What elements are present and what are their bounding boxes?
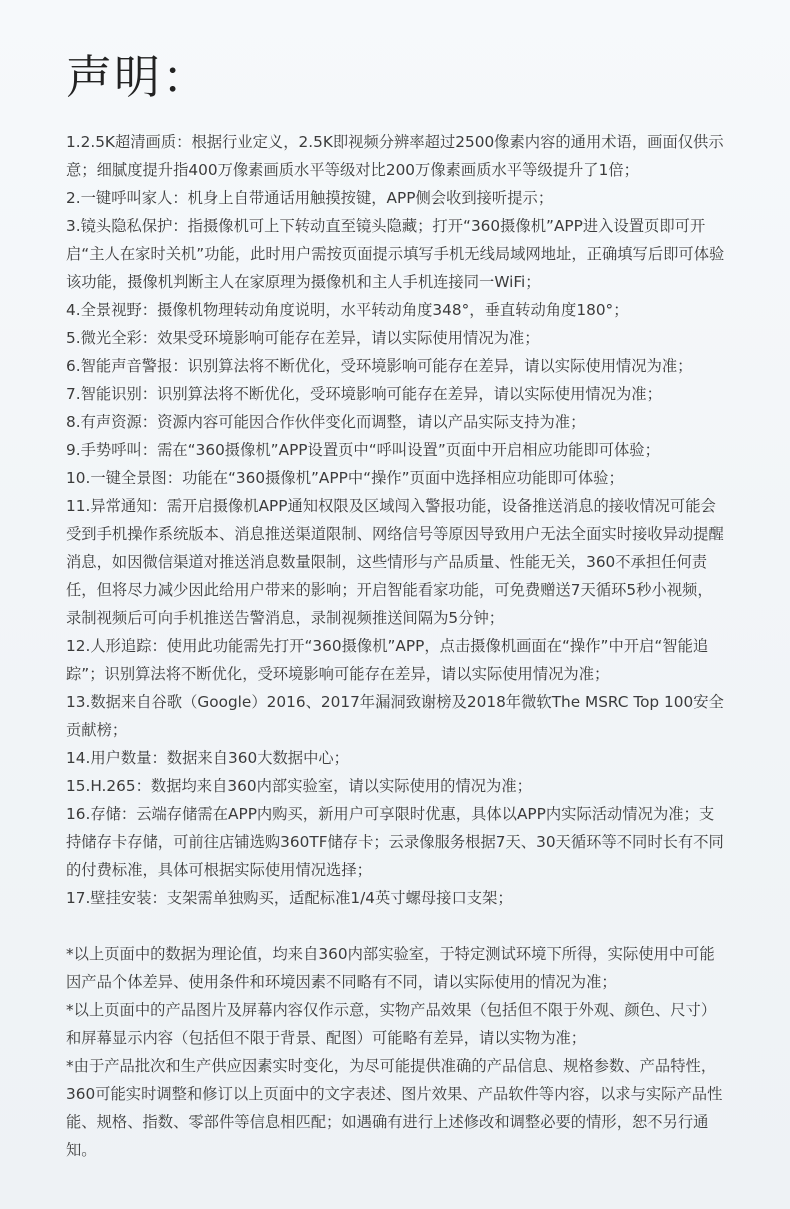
disclaimer-item: 16.存储：云端存储需在APP内购买，新用户可享限时优惠，具体以APP内实际活动情况为准；支持储存卡存储，可前往店铺选购360TF储存卡；云录像服务根据7天、30天循环等不同时长有不同的付费标准，具体可根据实际使用情况选择；: [66, 805, 724, 879]
disclaimer-list: [66, 128, 726, 912]
disclaimer-item: 13.数据来自谷歌（Google）2016、2017年漏洞致谢榜及2018年微软The MSRC Top 100安全贡献榜；: [66, 693, 724, 739]
footnote: *以上页面中的产品图片及屏幕内容仅作示意，实物产品效果（包括但不限于外观、颜色、尺寸）和屏幕显示内容（包括但不限于背景、配图）可能略有差异，请以实物为准；: [66, 1001, 717, 1047]
disclaimer-item: 4.全景视野：摄像机物理转动角度说明，水平转动角度348°，垂直转动角度180°；: [66, 301, 629, 319]
footnotes: [66, 940, 726, 1164]
disclaimer-item: 9.手势呼叫：需在“360摄像机”APP设置页中“呼叫设置”页面中开启相应功能即可体验；: [66, 441, 660, 459]
page-title: 声明：: [66, 50, 210, 104]
disclaimer-item: 14.用户数量：数据来自360大数据中心；: [66, 749, 349, 767]
disclaimer-item: 8.有声资源：资源内容可能因合作伙伴变化而调整，请以产品实际支持为准；: [66, 413, 586, 431]
disclaimer-item: 5.微光全彩：效果受环境影响可能存在差异，请以实际使用情况为准；: [66, 329, 540, 347]
disclaimer-item: 12.人形追踪：使用此功能需先打开“360摄像机”APP，点击摄像机画面在“操作”中开启“智能追踪”；识别算法将不断优化，受环境影响可能存在差异，请以实际使用情况为准；: [66, 637, 709, 683]
disclaimer-item: 10.一键全景图：功能在“360摄像机”APP中“操作”页面中选择相应功能即可体验；: [66, 469, 624, 487]
disclaimer-item: 11.异常通知：需开启摄像机APP通知权限及区域闯入警报功能，设备推送消息的接收情况可能会受到手机操作系统版本、消息推送渠道限制、网络信号等原因导致用户无法全面实时接收异动提醒消息，如因微信渠道对推送消息数量限制，这些情形与产品质量、性能无关，360不承担任何责任，但将尽力减少因此给用户带来的影响；开启智能看家功能，可免费赠送7天循环5秒小视频，录制视频后可向手机推送告警消息，录制视频推送间隔为5分钟；: [66, 497, 724, 627]
disclaimer-item: 15.H.265：数据均来自360内部实验室，请以实际使用的情况为准；: [66, 777, 532, 795]
disclaimer-item: 7.智能识别：识别算法将不断优化，受环境影响可能存在差异，请以实际使用情况为准；: [66, 385, 662, 403]
disclaimer-item: 6.智能声音警报：识别算法将不断优化，受环境影响可能存在差异，请以实际使用情况为准；: [66, 357, 693, 375]
footnote: *由于产品批次和生产供应因素实时变化，为尽可能提供准确的产品信息、规格参数、产品特性，360可能实时调整和修订以上页面中的文字表述、图片效果、产品软件等内容，以求与实际产品性能、规格、指数、零部件等信息相匹配；如遇确有进行上述修改和调整必要的情形，恕不另行通知。: [66, 1057, 723, 1159]
disclaimer-item: 3.镜头隐私保护：指摄像机可上下转动直至镜头隐藏；打开“360摄像机”APP进入设置页即可开启“主人在家时关机”功能，此时用户需按页面提示填写手机无线局域网地址，正确填写后即可体验该功能，摄像机判断主人在家原理为摄像机和主人手机连接同一WiFi；: [66, 217, 725, 291]
footnote: *以上页面中的数据为理论值，均来自360内部实验室，于特定测试环境下所得，实际使用中可能因产品个体差异、使用条件和环境因素不同略有不同，请以实际使用的情况为准；: [66, 945, 715, 991]
disclaimer-item: 1.2.5K超清画质：根据行业定义，2.5K即视频分辨率超过2500像素内容的通用术语，画面仅供示意；细腻度提升指400万像素画质水平等级对比200万像素画质水平等级提升了1倍；: [66, 133, 724, 179]
disclaimer-item: 2.一键呼叫家人：机身上自带通话用触摸按键，APP侧会收到接听提示；: [66, 189, 554, 207]
disclaimer-item: 17.壁挂安装：支架需单独购买，适配标准1/4英寸螺母接口支架；: [66, 889, 513, 907]
